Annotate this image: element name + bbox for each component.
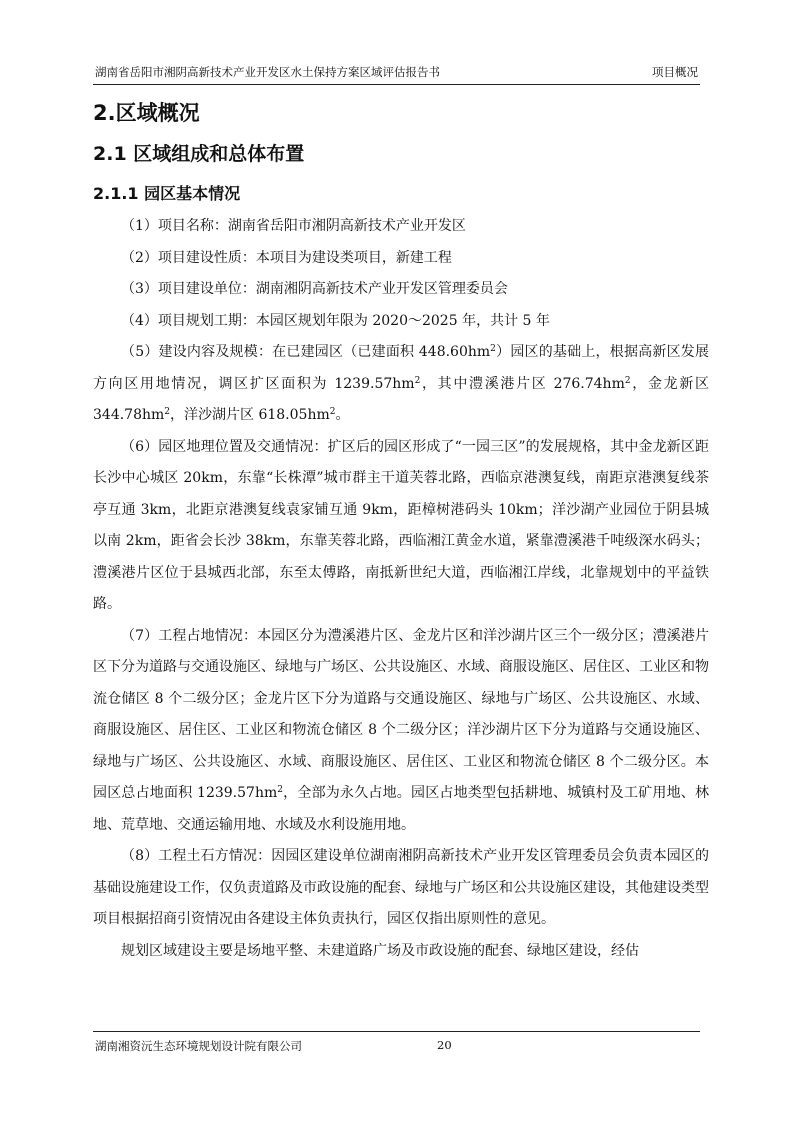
header-section-name: 项目概况 <box>652 65 698 79</box>
footer-company-name: 湖南湘资沅生态环境规划设计院有限公司 <box>95 1039 302 1053</box>
item-construction-scale: （5）建设内容及规模：在已建园区（已建面积 $448.60hm^2$）园区的基础上，根据高新区发展方向区用地情况，调区扩区面积为 $1239.57hm^2$，其中澧溪港片区 $276.74hm^2$，金龙新区 $344.78hm^2$，洋沙湖片区 $618.05hm^2$。 <box>93 344 710 423</box>
item-planning-period: （4）项目规划工期：本园区规划年限为 2020～2025 年，共计 5 年 <box>121 312 550 329</box>
chapter-heading: 2.区域概况 <box>93 101 200 125</box>
section-heading: 2.1 区域组成和总体布置 <box>93 143 305 165</box>
subsection-heading: 2.1.1 园区基本情况 <box>93 184 241 203</box>
item-earthwork: （8）工程土石方情况：因园区建设单位湖南湘阴高新技术产业开发区管理委员会负责本园区的基础设施建设工作，仅负责道路及市政设施的配套、绿地与广场区和公共设施区建设，其他建设类型项目根据招商引资情况由各建设主体负责执行，园区仅指出原则性的意见。 <box>93 848 709 927</box>
page-header <box>93 62 700 85</box>
item-construction-nature: （2）项目建设性质：本项目为建设类项目，新建工程 <box>121 249 452 266</box>
item-construction-unit: （3）项目建设单位：湖南湘阴高新技术产业开发区管理委员会 <box>121 281 508 297</box>
planning-construction-paragraph: 规划区域建设主要是场地平整、未建道路广场及市政设施的配套、绿地区建设，经估 <box>121 942 639 959</box>
item-project-name: （1）项目名称：湖南省岳阳市湘阴高新技术产业开发区 <box>121 218 466 234</box>
document-body <box>93 90 709 967</box>
page-footer <box>93 1031 700 1058</box>
item-land-occupation: （7）工程占地情况：本园区分为澧溪港片区、金龙片区和洋沙湖片区三个一级分区；澧溪港片区下分为道路与交通设施区、绿地与广场区、公共设施区、水域、商服设施区、居住区、工业区和物流仓储区 8 个二级分区；金龙片区下分为道路与交通设施区、绿地与广场区、公共设施区、水域、商服设施区、居住区、工业区和物流仓储区 8 个二级分区；洋沙湖片区下分为道路与交通设施区、绿地与广场区、公共设施区、水域、商服设施区、居住区、工业区和物流仓储区 8 个二级分区。本园区总占地面积 $1239.57hm^2$，全部为永久占地。园区占地类型包括耕地、城镇村及工矿用地、林地、荒草地、交通运输用地、水域及水利设施用地。 <box>93 627 710 833</box>
header-report-title: 湖南省岳阳市湘阴高新技术产业开发区水土保持方案区域评估报告书 <box>95 65 440 79</box>
item-location-traffic: （6）园区地理位置及交通情况：扩区后的园区形成了“一园三区”的发展规格，其中金龙新区距长沙中心城区 20km，东靠“长株潭”城市群主干道芙蓉北路，西临京港澳复线，南距京港澳复线茶亭互通 3km，北距京港澳复线袁家铺互通 9km，距樟树港码头 10km；洋沙湖产业园位于阴县城以南 2km，距省会长沙 38km，东靠芙蓉北路，西临湘江黄金水道，紧靠澧溪港千吨级深水码头；澧溪港片区位于县城西北部，东至太傅路，南抵新世纪大道，西临湘江岸线，北靠规划中的平益铁路。 <box>93 438 709 612</box>
page-number: 20 <box>437 1038 452 1052</box>
